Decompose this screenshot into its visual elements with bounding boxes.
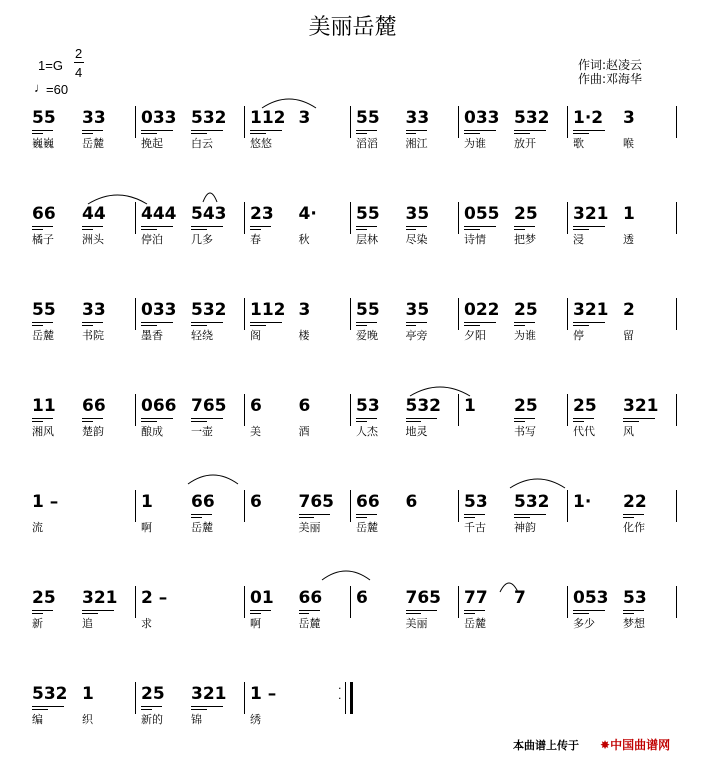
note-group: 1· <box>573 492 592 512</box>
note-group: 33 <box>405 108 430 128</box>
note-group: 53 <box>356 396 380 416</box>
note-group: 321 <box>573 300 609 320</box>
note-group: 25 <box>573 396 597 416</box>
lyric: 一壶 <box>191 425 213 438</box>
site-logo-icon: ✸ <box>600 738 611 752</box>
note-group: 1 <box>141 492 153 512</box>
lyric: 新 <box>32 617 43 630</box>
note-group: 25 <box>514 396 538 416</box>
note-group: 55 <box>32 108 56 128</box>
lyric: 岳麓 <box>464 617 486 630</box>
note-group: 55 <box>356 300 380 320</box>
note-group: 6 <box>298 396 311 416</box>
note-group: 55 <box>32 300 56 320</box>
lyric: 留 <box>623 329 634 342</box>
note-group: 321 <box>623 396 659 416</box>
note-group: 55 <box>356 108 380 128</box>
tie-arc <box>262 99 316 108</box>
lyric: 阁 <box>250 329 261 342</box>
tempo-marking: =60 <box>46 82 69 97</box>
lyric: 墨香 <box>141 329 163 342</box>
lyric: 美丽 <box>298 521 321 534</box>
footer-text: 本曲谱上传于 <box>513 739 579 752</box>
note-group: 66 <box>32 204 56 224</box>
key-signature: 1=G <box>38 58 63 73</box>
note-group: 765 <box>405 588 441 608</box>
note-group: 765 <box>298 492 334 512</box>
note-group: 53 <box>464 492 488 512</box>
note-group: 11 <box>32 396 56 416</box>
lyric: 停 <box>573 329 584 342</box>
note-group: 3 <box>623 108 635 128</box>
lyric: 白云 <box>191 137 213 150</box>
note-group: 22 <box>623 492 647 512</box>
note-group: 2 – <box>141 588 168 608</box>
lyric: 湘江 <box>405 137 428 150</box>
lyric: 美 <box>250 425 261 438</box>
note-group: 033 <box>464 108 500 128</box>
lyric: 新的 <box>141 713 163 726</box>
tie-arc <box>500 583 518 592</box>
note-group: 25 <box>141 684 165 704</box>
note-group: 4· <box>298 204 317 224</box>
note-group: 53 <box>623 588 647 608</box>
note-group: 23 <box>250 204 274 224</box>
lyric: 浸 <box>573 233 584 246</box>
note-group: 033 <box>141 300 177 320</box>
song-title: 美丽岳麓 <box>308 15 397 40</box>
lyric: 代代 <box>573 425 595 438</box>
lyric: 啊 <box>250 617 261 630</box>
note-group: 1 – <box>32 492 59 512</box>
lyric: 为谁 <box>514 329 536 342</box>
lyric: 酒 <box>298 425 310 438</box>
lyric: 岳麓 <box>356 521 378 534</box>
lyric: 啊 <box>141 521 152 534</box>
lyric: 几多 <box>191 233 213 246</box>
lyric: 酿成 <box>141 425 163 438</box>
note-group: 022 <box>464 300 500 320</box>
tie-arc <box>88 195 147 204</box>
lyric: 岳麓 <box>32 329 54 342</box>
note-group: 3 <box>298 108 311 128</box>
lyric: 滔滔 <box>356 137 378 150</box>
lyric: 喉 <box>623 137 634 150</box>
note-group: 532 <box>514 108 550 128</box>
lyric: 书院 <box>82 329 104 342</box>
lyric: 春 <box>250 233 261 246</box>
lyric: 梦想 <box>623 617 645 630</box>
note-group: 66 <box>356 492 380 512</box>
note-group: 532 <box>191 300 227 320</box>
note-group: 321 <box>82 588 118 608</box>
lyric: 亭旁 <box>405 329 428 342</box>
note-group: 66 <box>298 588 323 608</box>
time-signature-top: 2 <box>75 46 83 61</box>
note-group: 1·2 <box>573 108 604 128</box>
lyric: 岳麓 <box>191 521 213 534</box>
note-group: 25 <box>32 588 56 608</box>
lyric: 化作 <box>623 521 645 534</box>
lyric: 爱晚 <box>356 329 378 342</box>
lyric: 书写 <box>514 425 536 438</box>
lyric: 多少 <box>573 617 595 630</box>
note-group: 1 <box>464 396 476 416</box>
note-group: 25 <box>514 204 538 224</box>
lyricist-credit: 作词:赵凌云 <box>578 58 643 72</box>
lyric: 巍巍 <box>32 137 54 150</box>
lyric: 织 <box>82 713 93 726</box>
note-group: 532 <box>405 396 441 416</box>
note-group: 532 <box>191 108 227 128</box>
note-group: 7 <box>514 588 526 608</box>
lyric: 悠悠 <box>250 137 272 150</box>
lyric: 夕阳 <box>464 329 486 342</box>
note-group: 053 <box>573 588 609 608</box>
note-group: 25 <box>514 300 538 320</box>
quarter-note-icon: ♩ <box>34 80 47 95</box>
lyric: 歌 <box>573 137 584 150</box>
note-group: 066 <box>141 396 177 416</box>
note-group: 6 <box>356 588 368 608</box>
note-group: 033 <box>141 108 177 128</box>
note-group: 55 <box>356 204 380 224</box>
repeat-dots: · · <box>338 682 342 705</box>
lyric: 尽染 <box>405 233 428 246</box>
lyric: 求 <box>141 617 152 630</box>
lyric: 神韵 <box>514 521 536 534</box>
lyric: 停泊 <box>141 233 163 246</box>
lyric: 岳麓 <box>82 137 104 150</box>
lyric: 橘子 <box>32 233 54 246</box>
tie-arc <box>322 571 370 580</box>
lyric: 诗情 <box>464 233 486 246</box>
note-group: 01 <box>250 588 274 608</box>
lyric: 地灵 <box>405 425 428 438</box>
note-group: 444 <box>141 204 177 224</box>
lyric: 洲头 <box>82 233 104 246</box>
note-group: 2 <box>623 300 635 320</box>
time-signature-bottom: 4 <box>75 65 83 80</box>
lyric: 透 <box>623 233 634 246</box>
lyric: 人杰 <box>356 425 378 438</box>
lyric: 锦 <box>191 713 202 726</box>
lyric: 挽起 <box>141 137 163 150</box>
lyric: 流 <box>32 521 43 534</box>
note-group: 1 <box>82 684 94 704</box>
note-group: 1 <box>623 204 635 224</box>
note-group: 532 <box>514 492 550 512</box>
tie-arc <box>410 387 470 396</box>
composer-credit: 作曲:邓海华 <box>578 72 643 86</box>
note-group: 66 <box>82 396 106 416</box>
note-group: 77 <box>464 588 488 608</box>
note-group: 33 <box>82 300 106 320</box>
lyric: 秋 <box>298 233 310 246</box>
note-group: 35 <box>405 300 430 320</box>
tie-arc <box>188 475 238 484</box>
note-group: 44 <box>82 204 106 224</box>
note-group: 3 <box>298 300 311 320</box>
note-group: 112 <box>250 108 286 128</box>
note-group: 543 <box>191 204 227 224</box>
note-group: 321 <box>191 684 227 704</box>
note-group: 321 <box>573 204 609 224</box>
lyric: 楼 <box>298 329 310 342</box>
note-group: 055 <box>464 204 500 224</box>
note-group: 765 <box>191 396 227 416</box>
note-group: 66 <box>191 492 215 512</box>
note-group: 6 <box>250 492 262 512</box>
site-logo-text: 中国曲谱网 <box>610 738 671 752</box>
tie-arc <box>203 193 217 202</box>
lyric: 编 <box>32 713 43 726</box>
lyric: 绣 <box>250 713 261 726</box>
lyric: 美丽 <box>405 617 428 630</box>
note-group: 112 <box>250 300 286 320</box>
lyric: 千古 <box>464 521 486 534</box>
lyric: 把梦 <box>514 233 536 246</box>
lyric: 岳麓 <box>298 617 321 630</box>
note-group: 532 <box>32 684 68 704</box>
note-group: 33 <box>82 108 106 128</box>
note-group: 35 <box>405 204 430 224</box>
note-group: 6 <box>405 492 418 512</box>
lyric: 追 <box>82 617 93 630</box>
lyric: 为谁 <box>464 137 486 150</box>
lyric: 楚韵 <box>82 425 104 438</box>
note-group: 1 – <box>250 684 277 704</box>
lyric: 放开 <box>514 137 536 150</box>
lyric: 层林 <box>356 233 378 246</box>
lyric: 湘风 <box>32 425 54 438</box>
site-logo <box>600 736 670 753</box>
note-group: 6 <box>250 396 262 416</box>
lyric: 轻绕 <box>191 329 213 342</box>
tie-arc <box>510 479 565 488</box>
lyric: 风 <box>623 425 634 438</box>
